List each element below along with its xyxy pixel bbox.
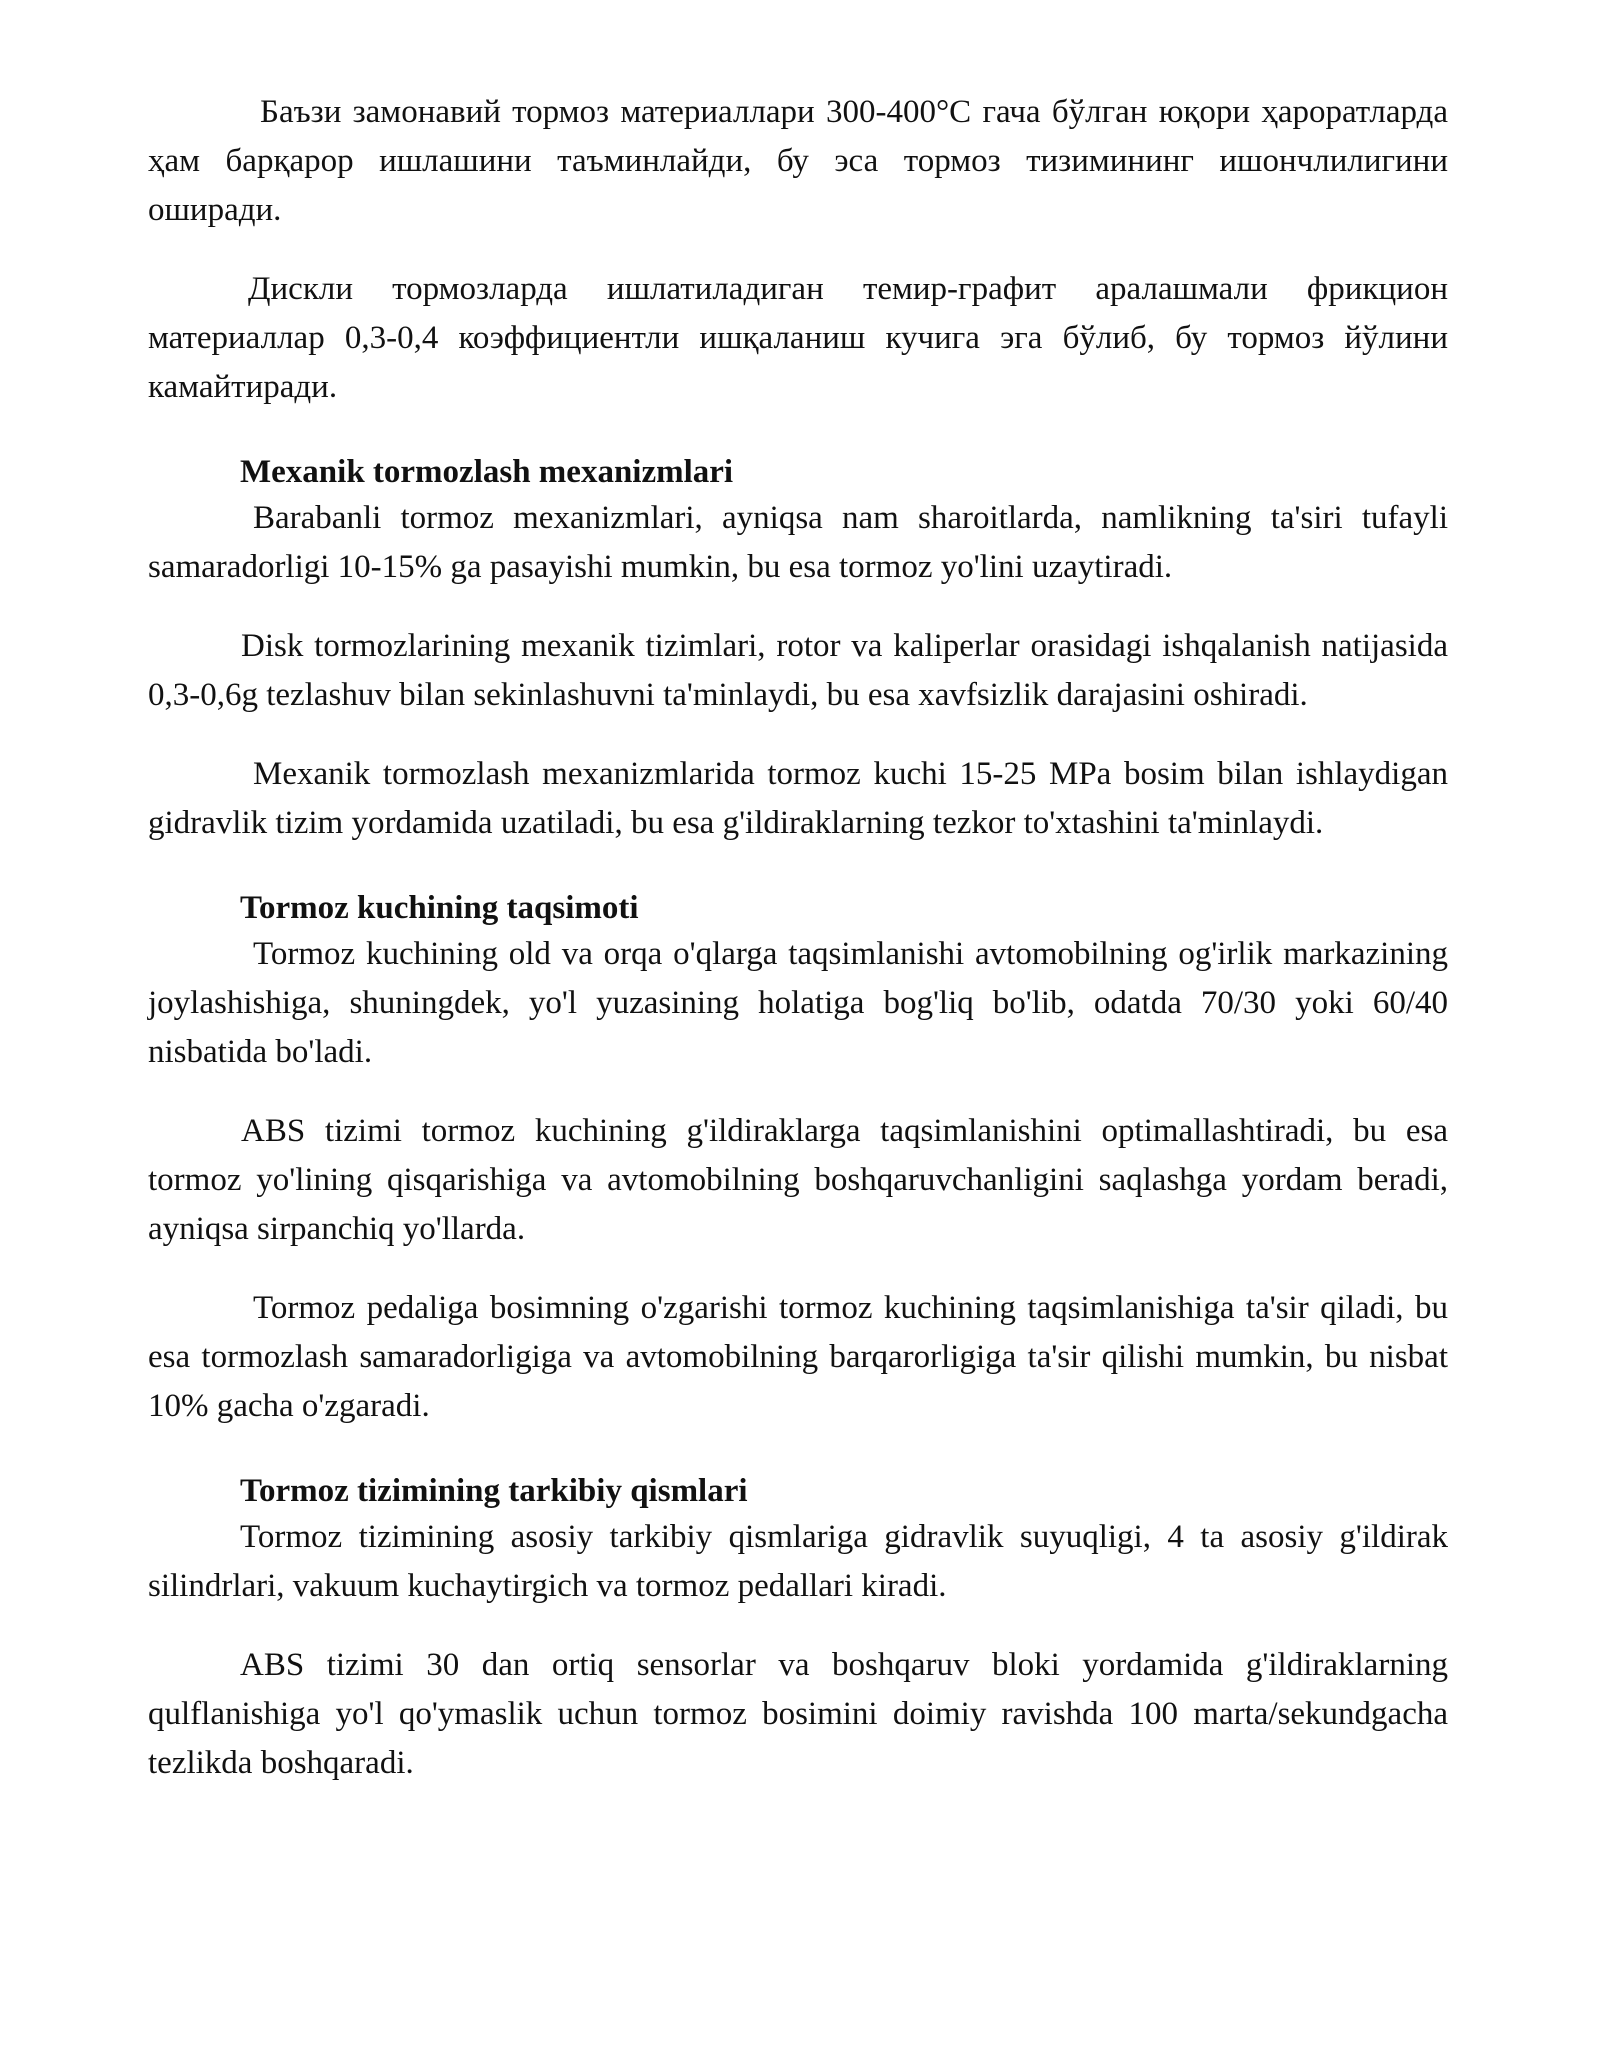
paragraph: Tormoz tizimining asosiy tarkibiy qismlariga gidravlik suyuqligi, 4 ta asosiy g'ildirak silindrlari, vakuum kuchaytirgich va tormoz pedallari kiradi. — [148, 1519, 1448, 1604]
paragraph: Tormoz kuchining old va orqa o'qlarga taqsimlanishi avtomobilning og'irlik markazining joylashishiga, shuningdek, yo'l yuzasining holatiga bog'liq bo'lib, odatda 70/30 yoki 60/40 nisbatida bo'ladi. — [148, 936, 1448, 1070]
section-heading: Tormoz tizimining tarkibiy qismlari — [240, 1473, 748, 1509]
paragraph: Barabanli tormoz mexanizmlari, ayniqsa nam sharoitlarda, namlikning ta'siri tufayli samaradorligi 10-15% ga pasayishi mumkin, bu esa tormoz yo'lini uzaytiradi. — [148, 500, 1448, 585]
paragraph: Дискли тормозларда ишлатиладиган темир-графит аралашмали фрикцион материаллар 0,3-0,4 коэффициентли ишқаланиш кучига эга бўлиб, бу тормоз йўлини камайтиради. — [148, 271, 1448, 405]
paragraph: ABS tizimi tormoz kuchining g'ildiraklarga taqsimlanishini optimallashtiradi, bu esa tormoz yo'lining qisqarishiga va avtomobilning boshqaruvchanligini saqlashga yordam beradi, ayniqsa sirpanchiq yo'llarda. — [148, 1113, 1448, 1247]
paragraph: Disk tormozlarining mexanik tizimlari, rotor va kaliperlar orasidagi ishqalanish natijasida 0,3-0,6g tezlashuv bilan sekinlashuvni ta'minlaydi, bu esa xavfsizlik darajasini oshiradi. — [148, 628, 1448, 713]
paragraph: Tormoz pedaliga bosimning o'zgarishi tormoz kuchining taqsimlanishiga ta'sir qiladi, bu esa tormozlash samaradorligiga va avtomobilning barqarorligiga ta'sir qilishi mumkin, bu nisbat 10% gacha o'zgaradi. — [148, 1290, 1448, 1424]
paragraph: Mexanik tormozlash mexanizmlarida tormoz kuchi 15-25 MPa bosim bilan ishlaydigan gidravlik tizim yordamida uzatiladi, bu esa g'ildiraklarning tezkor to'xtashini ta'minlaydi. — [148, 756, 1448, 841]
section-heading: Tormoz kuchining taqsimoti — [240, 890, 639, 926]
document-page — [148, 88, 1448, 1788]
paragraph: Баъзи замонавий тормоз материаллари 300-400°C гача бўлган юқори ҳароратларда ҳам барқарор ишлашини таъминлайди, бу эса тормоз тизимининг ишончлилигини оширади. — [148, 94, 1448, 228]
section-heading: Mexanik tormozlash mexanizmlari — [240, 454, 734, 490]
paragraph: ABS tizimi 30 dan ortiq sensorlar va boshqaruv bloki yordamida g'ildiraklarning qulflanishiga yo'l qo'ymaslik uchun tormoz bosimini doimiy ravishda 100 marta/sekundgacha tezlikda boshqaradi. — [148, 1647, 1448, 1781]
